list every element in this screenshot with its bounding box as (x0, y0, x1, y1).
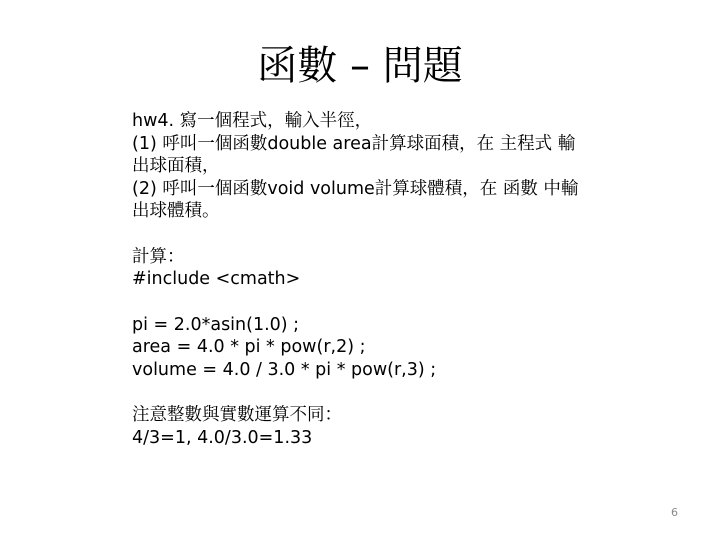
body-line: 注意整數與實數運算不同： (132, 405, 342, 425)
homework-description (132, 110, 632, 223)
include-statement: #include <cmath> (132, 269, 301, 289)
slide-title: 函數 – 問題 (257, 43, 463, 89)
formula-block (132, 314, 632, 382)
formula-line: volume = 4.0 / 3.0 * pi * pow(r,3) ; (132, 359, 437, 380)
calculation-heading (132, 246, 632, 291)
body-line: hw4. 寫一個程式，輸入半徑， (132, 111, 373, 131)
body-line: 計算： (132, 246, 185, 267)
formula-line: pi = 2.0*asin(1.0) ; (132, 314, 300, 335)
body-line: 出球體積。 (132, 201, 220, 221)
body-line: 4/3=1, 4.0/3.0=1.33 (132, 427, 313, 448)
slide-body (132, 110, 632, 472)
body-line: (2) 呼叫一個函數void volume計算球體積，在 函數 中輸 (132, 178, 579, 199)
body-line: (1) 呼叫一個函數double area計算球面積，在 主程式 輸 (132, 133, 576, 154)
body-line: 出球面積， (132, 156, 220, 176)
page-number: 6 (671, 506, 678, 519)
formula-line: area = 4.0 * pi * pow(r,2) ; (132, 337, 366, 357)
integer-division-note (132, 404, 632, 449)
